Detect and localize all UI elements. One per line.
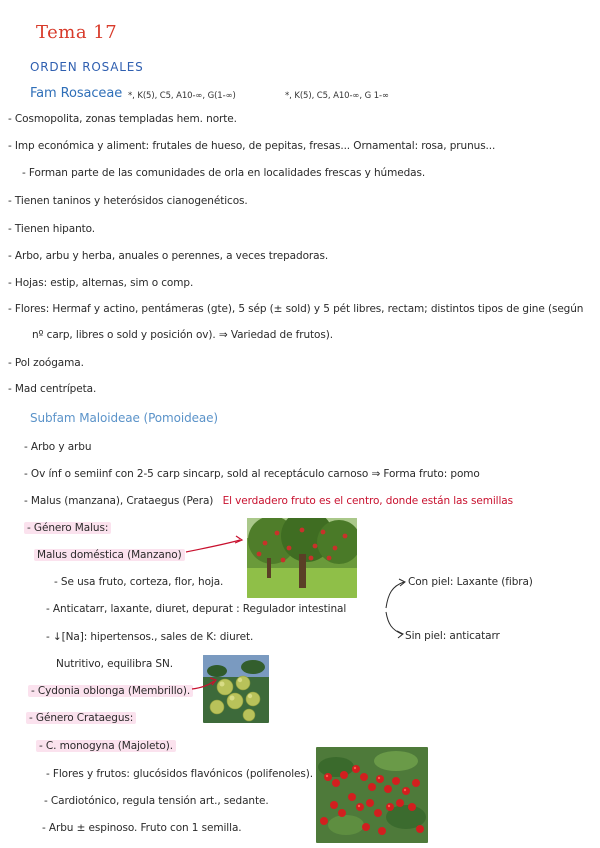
line-malus-crataegus: [24, 494, 513, 508]
c-monogyna-heading: - C. monogyna (Majoleto).: [36, 740, 176, 752]
floral-formula-1: *, K(5), C5, A10-∞, G(1-∞): [128, 91, 236, 101]
line-hipanto: - Tienen hipanto.: [8, 223, 96, 235]
line-nutritivo: Nutritivo, equilibra SN.: [56, 658, 173, 670]
line-hojas: - Hojas: estip, alternas, sim o comp.: [8, 277, 194, 289]
line-maduracion: - Mad centrípeta.: [8, 383, 97, 395]
line-comunidades-orla: - Forman parte de las comunidades de orla en localidades frescas y húmedas.: [22, 167, 426, 179]
genus-malus-heading: - Género Malus:: [24, 522, 111, 534]
cydonia-line: [28, 684, 193, 698]
apple-tree-photo: [247, 518, 357, 598]
line-flores-cont: nº carp, libres o sold y posición ov). ⇒ Variedad de frutos).: [32, 329, 333, 341]
genus-crataegus-heading: - Género Crataegus:: [26, 712, 136, 724]
note-con-piel: Con piel: Laxante (fibra): [408, 576, 533, 588]
line-ovario: - Ov ínf o semiinf con 2-5 carp sincarp, sold al receptáculo carnoso ⇒ Forma fruto: pomo: [24, 468, 480, 480]
malus-domestica-line: [34, 548, 185, 562]
line-taninos: - Tienen taninos y heterósidos cianogenéticos.: [8, 195, 248, 207]
line-hipertensos: - ↓[Na]: hipertensos., sales de K: diuret.: [46, 631, 254, 643]
note-sin-piel: Sin piel: anticatarr: [405, 630, 500, 642]
red-note-fruit: El verdadero fruto es el centro, donde están las semillas: [222, 495, 514, 507]
line-polinizacion: - Pol zoógama.: [8, 357, 84, 369]
hawthorn-berries-photo: [316, 747, 428, 843]
line-arbo-arbu: - Arbo y arbu: [24, 441, 92, 453]
genus-crataegus-line: [26, 711, 136, 725]
cydonia-heading: - Cydonia oblonga (Membrillo).: [28, 685, 193, 697]
line-habito: - Arbo, arbu y herba, anuales o perennes, a veces trepadoras.: [8, 250, 329, 262]
order-heading: ORDEN ROSALES: [30, 60, 144, 74]
malus-domestica-heading: Malus doméstica (Manzano): [34, 549, 185, 561]
page-title: Tema 17: [36, 22, 118, 43]
subfamily-heading: Subfam Maloideae (Pomoideae): [30, 411, 219, 425]
line-anticatarr: - Anticatarr, laxante, diuret, depurat : Regulador intestinal: [46, 603, 347, 615]
malus-crataegus-text: - Malus (manzana), Crataegus (Pera): [24, 495, 214, 507]
quince-photo: [203, 655, 269, 723]
line-cardiotonico: - Cardiotónico, regula tensión art., sedante.: [44, 795, 269, 807]
family-heading: Fam Rosaceae: [30, 86, 123, 101]
genus-malus-line: [24, 521, 111, 535]
floral-formula-2: *, K(5), C5, A10-∞, G 1-∞: [285, 91, 389, 101]
line-flores: - Flores: Hermaf y actino, pentámeras (gte), 5 sép (± sold) y 5 pét libres, rectam; distintos tipos de gine (según: [8, 303, 584, 315]
line-imp-economica: - Imp económica y aliment: frutales de hueso, de pepitas, fresas... Ornamental: rosa, prunus...: [8, 140, 496, 152]
line-arbu-espinoso: - Arbu ± espinoso. Fruto con 1 semilla.: [42, 822, 242, 834]
c-monogyna-line: [36, 739, 176, 753]
line-se-usa: - Se usa fruto, corteza, flor, hoja.: [54, 576, 224, 588]
line-cosmopolita: - Cosmopolita, zonas templadas hem. norte.: [8, 113, 237, 125]
line-flores-frutos: - Flores y frutos: glucósidos flavónicos (polifenoles).: [46, 768, 313, 780]
